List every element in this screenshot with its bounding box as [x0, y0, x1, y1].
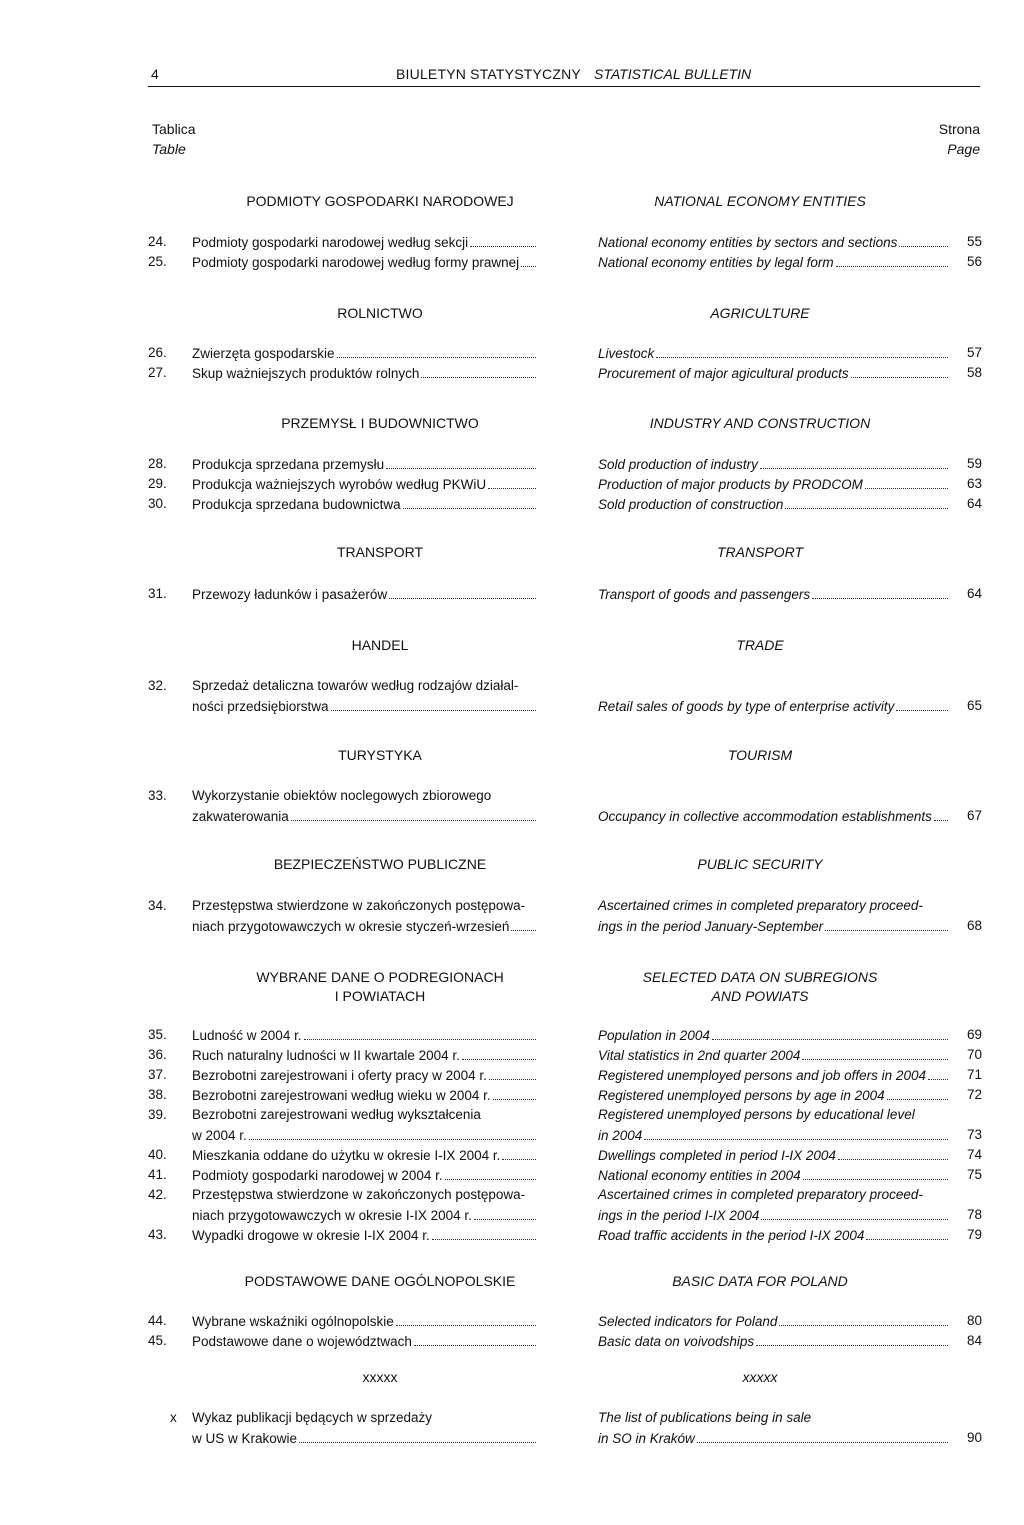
entry-title-pl: Bezrobotni zarejestrowani według wieku w 2004 r. [192, 1088, 491, 1103]
entry-page: 58 [966, 365, 982, 380]
section-title-pl-line1: WYBRANE DANE O PODREGIONACH [256, 969, 504, 985]
entry-number: 25. [148, 254, 167, 269]
entry-title-en: Registered unemployed persons and job offers in 2004 [598, 1068, 926, 1083]
entry-page: 68 [966, 918, 982, 933]
entry-title-pl: Wybrane wskaźniki ogólnopolskie [192, 1314, 394, 1329]
entry-title-pl: Podmioty gospodarki narodowej w 2004 r. [192, 1168, 443, 1183]
section-title-en: AGRICULTURE [710, 305, 810, 321]
separator-mark-en: xxxxx [742, 1369, 778, 1385]
entry-number: 39. [148, 1107, 167, 1122]
bulletin-title-en: STATISTICAL BULLETIN [594, 66, 752, 82]
section-title-pl: PODMIOTY GOSPODARKI NARODOWEJ [246, 193, 514, 209]
entry-title-pl-line1: Przestępstwa stwierdzone w zakończonych postępowa- [192, 1187, 526, 1202]
entry-title-pl: Ludność w 2004 r. [192, 1028, 302, 1043]
entry-number: 43. [148, 1227, 167, 1242]
entry-title-pl: Podmioty gospodarki narodowej według sekcji [192, 235, 469, 250]
entry-number: 35. [148, 1027, 167, 1042]
column-head-page-pl: Strona [938, 121, 980, 137]
page-number: 4 [151, 66, 159, 82]
entry-page: 78 [966, 1207, 982, 1222]
entry-page: 67 [966, 808, 982, 823]
entry-number: 24. [148, 234, 167, 249]
entry-number: 31. [148, 586, 167, 601]
entry-number: 38. [148, 1087, 167, 1102]
entry-number: 41. [148, 1167, 167, 1182]
entry-page: 74 [966, 1147, 982, 1162]
entry-title-en-line2: in SO in Kraków [598, 1431, 695, 1446]
entry-title-pl: Zwierzęta gospodarskie [192, 346, 335, 361]
entry-page: 64 [966, 586, 982, 601]
entry-number: 33. [148, 788, 167, 803]
entry-title-en-line2: ings in the period I-IX 2004 [598, 1208, 760, 1223]
entry-title-en: Livestock [598, 346, 655, 361]
entry-title-en-line1: Ascertained crimes in completed preparatory proceed- [598, 1187, 923, 1202]
bulletin-title-pl: BIULETYN STATYSTYCZNY [396, 66, 581, 82]
section-title-en [590, 968, 930, 1006]
section-title-pl: PRZEMYSŁ I BUDOWNICTWO [281, 415, 479, 431]
entry-number: 36. [148, 1047, 167, 1062]
entry-title-pl: Produkcja sprzedana budownictwa [192, 497, 401, 512]
entry-title-pl: Skup ważniejszych produktów rolnych [192, 366, 420, 381]
entry-page: 56 [966, 254, 982, 269]
entry-title-en: Procurement of major agicultural products [598, 366, 849, 381]
entry-number: 42. [148, 1187, 167, 1202]
entry-page: 57 [966, 345, 982, 360]
entry-page: 73 [966, 1127, 982, 1142]
entry-title-pl: Mieszkania oddane do użytku w okresie I-IX 2004 r. [192, 1148, 501, 1163]
section-title-pl: HANDEL [351, 637, 409, 653]
section-title-pl: TURYSTYKA [338, 747, 422, 763]
entry-number: 30. [148, 496, 167, 511]
entry-title-en: Occupancy in collective accommodation establishments [598, 809, 932, 824]
column-head-table-en: Table [152, 141, 186, 157]
section-title-en: INDUSTRY AND CONSTRUCTION [649, 415, 871, 431]
section-title-pl: ROLNICTWO [337, 305, 423, 321]
entry-title-pl-line2: w US w Krakowie [192, 1431, 298, 1446]
section-title-en: TRANSPORT [716, 544, 804, 560]
entry-page: 63 [966, 476, 982, 491]
entry-title-pl-line2: ności przedsiębiorstwa [192, 699, 329, 714]
entry-title-en: Production of major products by PRODCOM [598, 477, 863, 492]
entry-title-en: Road traffic accidents in the period I-IX 2004 [598, 1228, 865, 1243]
entry-title-pl-line2: niach przygotowawczych w okresie styczeń-wrzesień [192, 919, 510, 934]
entry-title-pl: Przewozy ładunków i pasażerów [192, 587, 388, 602]
entry-page: 79 [966, 1227, 982, 1242]
entry-title-en: National economy entities by legal form [598, 255, 834, 270]
column-head-table [152, 119, 196, 159]
entry-page: 59 [966, 456, 982, 471]
column-head-page-en: Page [947, 141, 980, 157]
entry-title-en: Population in 2004 [598, 1028, 710, 1043]
entry-number: x [170, 1410, 177, 1425]
section-title-en: NATIONAL ECONOMY ENTITIES [654, 193, 866, 209]
entry-title-pl-line1: Sprzedaż detaliczna towarów według rodzajów działal- [192, 678, 519, 693]
entry-title-en: Retail sales of goods by type of enterprise activity [598, 699, 895, 714]
separator-mark-pl: xxxxx [362, 1369, 398, 1385]
entry-page: 64 [966, 496, 982, 511]
entry-number: 34. [148, 898, 167, 913]
section-title-en-line1: SELECTED DATA ON SUBREGIONS [642, 969, 878, 985]
entry-page: 75 [966, 1167, 982, 1182]
entry-title-pl: Podmioty gospodarki narodowej według formy prawnej [192, 255, 520, 270]
entry-title-pl-line2: niach przygotowawczych w okresie I-IX 2004 r. [192, 1208, 472, 1223]
entry-title-en: Basic data on voivodships [598, 1334, 755, 1349]
entry-number: 29. [148, 476, 167, 491]
entry-title-pl: Produkcja sprzedana przemysłu [192, 457, 385, 472]
entry-title-en: Registered unemployed persons by age in 2004 [598, 1088, 885, 1103]
entry-title-en: Vital statistics in 2nd quarter 2004 [598, 1048, 801, 1063]
entry-title-en-line2: in 2004 [598, 1128, 643, 1143]
entry-number: 37. [148, 1067, 167, 1082]
entry-title-pl: Wypadki drogowe w okresie I-IX 2004 r. [192, 1228, 430, 1243]
entry-page: 70 [966, 1047, 982, 1062]
entry-title-en: Transport of goods and passengers [598, 587, 811, 602]
section-title-pl: BEZPIECZEŃSTWO PUBLICZNE [273, 856, 487, 872]
entry-title-pl: Bezrobotni zarejestrowani i oferty pracy w 2004 r. [192, 1068, 487, 1083]
entry-title-en: Sold production of construction [598, 497, 784, 512]
column-head-table-pl: Tablica [152, 121, 196, 137]
entry-title-en: Sold production of industry [598, 457, 758, 472]
entry-title-pl-line1: Bezrobotni zarejestrowani według wykształcenia [192, 1107, 481, 1122]
section-title-pl: TRANSPORT [336, 544, 424, 560]
section-title-pl-line2: I POWIATACH [334, 988, 426, 1004]
entry-title-en-line1: Registered unemployed persons by educational level [598, 1107, 915, 1122]
entry-title-pl-line2: w 2004 r. [192, 1128, 247, 1143]
entry-title-en: Selected indicators for Poland [598, 1314, 778, 1329]
entry-title-en-line1: The list of publications being in sale [598, 1410, 812, 1425]
entry-number: 45. [148, 1333, 167, 1348]
entry-page: 71 [966, 1067, 982, 1082]
entry-number: 26. [148, 345, 167, 360]
entry-title-en: Dwellings completed in period I-IX 2004 [598, 1148, 836, 1163]
entry-title-en-line2: ings in the period January-September [598, 919, 824, 934]
section-title-en: TRADE [736, 637, 784, 653]
entry-page: 65 [966, 698, 982, 713]
entry-number: 27. [148, 365, 167, 380]
entry-page: 55 [966, 234, 982, 249]
section-title-en-line2: AND POWIATS [711, 988, 809, 1004]
entry-title-en: National economy entities in 2004 [598, 1168, 801, 1183]
entry-page: 84 [966, 1333, 982, 1348]
entry-title-pl-line1: Wykorzystanie obiektów noclegowych zbiorowego [192, 788, 492, 803]
entry-title-pl: Ruch naturalny ludności w II kwartale 2004 r. [192, 1048, 460, 1063]
section-title-en: PUBLIC SECURITY [697, 856, 823, 872]
entry-page: 90 [966, 1430, 982, 1445]
entry-title-en: National economy entities by sectors and sections [598, 235, 898, 250]
entry-page: 69 [966, 1027, 982, 1042]
section-title-en: TOURISM [727, 747, 793, 763]
entry-title-pl: Produkcja ważniejszych wyrobów według PKWiU [192, 477, 487, 492]
section-title-pl [190, 968, 570, 1006]
entry-title-pl-line1: Wykaz publikacji będących w sprzedaży [192, 1410, 432, 1425]
column-head-page [939, 119, 980, 159]
entry-title-en-line1: Ascertained crimes in completed preparatory proceed- [598, 898, 923, 913]
entry-title-pl-line2: zakwaterowania [192, 809, 289, 824]
page-header [148, 64, 980, 87]
entry-page: 72 [966, 1087, 982, 1102]
entry-title-pl-line1: Przestępstwa stwierdzone w zakończonych postępowa- [192, 898, 526, 913]
entry-number: 28. [148, 456, 167, 471]
entry-page: 80 [966, 1313, 982, 1328]
entry-number: 32. [148, 678, 167, 693]
entry-number: 44. [148, 1313, 167, 1328]
entry-title-pl: Podstawowe dane o województwach [192, 1334, 412, 1349]
section-title-pl: PODSTAWOWE DANE OGÓLNOPOLSKIE [244, 1273, 516, 1289]
section-title-en: BASIC DATA FOR POLAND [672, 1273, 848, 1289]
entry-number: 40. [148, 1147, 167, 1162]
